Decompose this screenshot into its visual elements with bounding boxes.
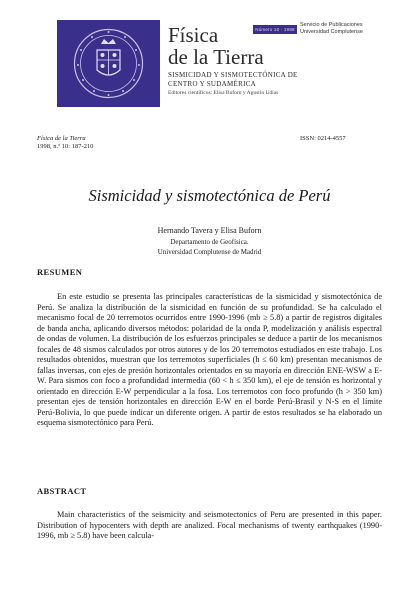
affiliation-line1: Departamento de Geofísica. (170, 238, 249, 246)
journal-subtitle-line1: SISMICIDAD Y SISMOTECTÓNICA DE (168, 71, 298, 79)
citation-volume-pages: 1998, n.º 10: 187-210 (37, 143, 94, 150)
abstract-heading: ABSTRACT (37, 486, 87, 496)
publisher-line2: Universidad Complutense (300, 29, 363, 35)
resumen-heading: RESUMEN (37, 267, 83, 277)
publisher-line1: Servicio de Publicaciones (300, 22, 363, 28)
citation-block (37, 135, 187, 151)
citation-journal-name: Física de la Tierra (37, 135, 86, 142)
journal-editors: Editores científicos: Elisa Buforn y Agustín Udías (168, 90, 279, 96)
author-affiliation (0, 237, 419, 257)
journal-subtitle-line2: CENTRO Y SUDAMÉRICA (168, 79, 257, 88)
journal-subtitle (168, 71, 358, 88)
resumen-paragraph: En este estudio se presenta las principales características de la sismicidad y sismotectónica de Perú. Se analiza la distribución de la sismicidad en función de su profundidad. Se ha calculado el mecanismo focal de 20 terremotos ocurridos entre 1990-1996 (mb ≥ 5.8) a partir de registros digitales de banda ancha, aplicando diversos métodos: polaridad de la onda P, modelización y análisis espectral de ondas de volumen. La distribución de los esfuerzos principales se deduce a partir de los mecanismos focales de 48 sismos calculados por otros autores y de los 20 terremotos estudiados en este trabajo. Los resultados obtenidos, muestran que los terremotos superficiales (h ≤ 60 km) presentan mecanismos de fallas inversas, con ejes de presión horizontales orientados en su mayoría en dirección ENE-WSW a E-W. Para sismos con foco a profundidad intermedia (60 < h ≤ 350 km), el eje de tensión es horizontal y orientado en dirección E-W perpendicular a la fosa. Los terremotos con foco profundo (h > 350 km) presentan ejes de tensión horizontales en dirección E-W en el borde Perú-Brasil y N-S en el límite Perú-Bolivia, lo que puede indicar un diferente origen. A partir de estos resultados se ha elaborado un esquema sismotectónico para Perú. (37, 292, 382, 427)
article-title: Sismicidad y sismotectónica de Perú (88, 186, 331, 205)
seal-emblem-icon (57, 20, 160, 107)
publisher-block (300, 22, 380, 36)
article-authors: Hernando Tavera y Elisa Buforn (157, 226, 262, 235)
issn-number: ISSN: 0214-4557 (300, 135, 346, 142)
journal-title-line2: de la Tierra (168, 45, 264, 69)
university-seal-logo (57, 20, 160, 107)
volume-badge: Número 10 · 1998 (253, 25, 297, 34)
affiliation-line2: Universidad Complutense de Madrid (157, 248, 262, 256)
journal-title-line1: Física (168, 23, 219, 47)
abstract-paragraph: Main characteristics of the seismicity and seismotectonics of Peru are presented in this paper. Distribution of hypocenters with depth are analized. Focal mechanisms of twenty earthquakes (1990-1996, mb ≥ 5.8) have been calcula- (37, 510, 382, 540)
